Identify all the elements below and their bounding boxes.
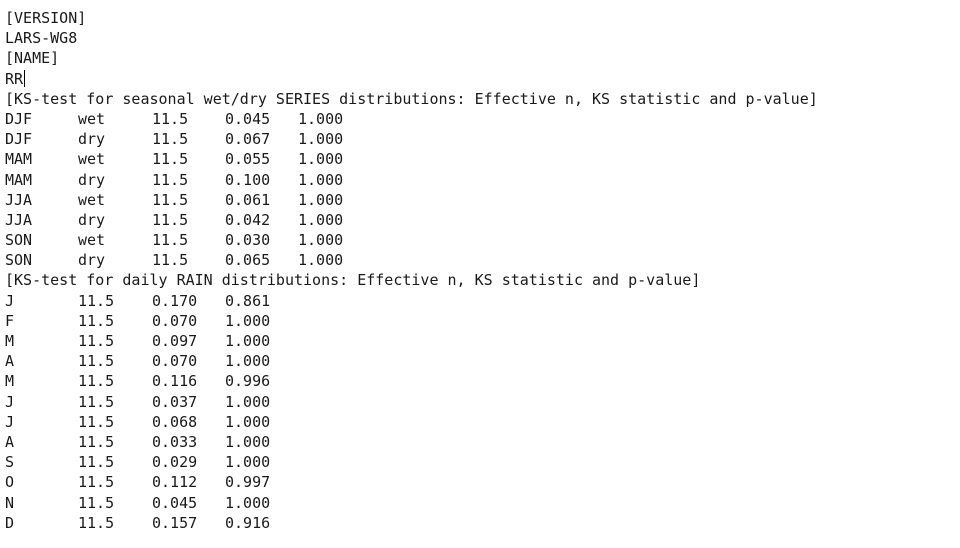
- seasonal-row: [5, 149, 955, 169]
- season-cell: JJA: [5, 190, 33, 209]
- season-cell: DJF: [5, 130, 33, 149]
- p-value-cell: 1.000: [225, 453, 271, 472]
- season-cell: SON: [5, 251, 33, 270]
- month-cell: J: [5, 291, 15, 310]
- season-cell: JJA: [5, 210, 33, 229]
- ks-statistic-cell: 0.029: [152, 453, 198, 472]
- season-cell: DJF: [5, 109, 33, 128]
- p-value-cell: 1.000: [225, 311, 271, 330]
- p-value-cell: 0.861: [225, 291, 271, 310]
- state-cell: dry: [78, 251, 106, 270]
- state-cell: dry: [78, 170, 106, 189]
- state-cell: dry: [78, 130, 106, 149]
- text-content-area[interactable]: [5, 8, 955, 533]
- monthly-heading-line: [KS-test for daily RAIN distributions: Effective n, KS statistic and p-value]: [5, 271, 701, 290]
- version-value-line: LARS-WG8: [5, 29, 78, 48]
- p-value-cell: 1.000: [298, 109, 344, 128]
- seasonal-row: [5, 250, 955, 270]
- monthly-row: [5, 472, 955, 492]
- p-value-cell: 1.000: [298, 170, 344, 189]
- season-cell: SON: [5, 231, 33, 250]
- p-value-cell: 1.000: [225, 332, 271, 350]
- ks-statistic-cell: 0.045: [152, 493, 198, 512]
- effective-n-cell: 11.5: [78, 291, 115, 310]
- effective-n-cell: 11.5: [78, 432, 115, 451]
- seasonal-ks-table: [5, 109, 955, 271]
- state-cell: wet: [78, 190, 106, 209]
- p-value-cell: 0.916: [225, 513, 271, 532]
- month-cell: O: [5, 473, 15, 492]
- p-value-cell: 1.000: [298, 210, 344, 229]
- month-cell: A: [5, 432, 15, 451]
- effective-n-cell: 11.5: [78, 493, 115, 512]
- seasonal-row: [5, 210, 955, 230]
- effective-n-cell: 11.5: [78, 352, 115, 371]
- month-cell: J: [5, 412, 15, 431]
- effective-n-cell: 11.5: [152, 190, 189, 209]
- monthly-row: [5, 331, 955, 351]
- ks-statistic-cell: 0.112: [152, 473, 198, 492]
- ks-statistic-cell: 0.100: [225, 170, 271, 189]
- month-cell: A: [5, 352, 15, 371]
- p-value-cell: 1.000: [298, 130, 344, 149]
- seasonal-row: [5, 129, 955, 149]
- ks-statistic-cell: 0.045: [225, 109, 271, 128]
- season-cell: MAM: [5, 150, 33, 169]
- ks-statistic-cell: 0.170: [152, 291, 198, 310]
- p-value-cell: 0.997: [225, 473, 271, 492]
- text-cursor: [24, 70, 25, 87]
- effective-n-cell: 11.5: [78, 513, 115, 532]
- ks-statistic-cell: 0.157: [152, 513, 198, 532]
- monthly-row: [5, 432, 955, 452]
- effective-n-cell: 11.5: [78, 392, 115, 411]
- monthly-row: [5, 452, 955, 472]
- ks-statistic-cell: 0.065: [225, 251, 271, 270]
- ks-statistic-cell: 0.070: [152, 311, 198, 330]
- state-cell: wet: [78, 109, 106, 128]
- ks-statistic-cell: 0.033: [152, 432, 198, 451]
- ks-statistic-cell: 0.061: [225, 190, 271, 209]
- effective-n-cell: 11.5: [78, 332, 115, 350]
- monthly-row: [5, 493, 955, 513]
- monthly-row: [5, 351, 955, 371]
- name-value-line: [5, 69, 955, 89]
- ks-statistic-cell: 0.068: [152, 412, 198, 431]
- seasonal-heading-line: [KS-test for seasonal wet/dry SERIES distributions: Effective n, KS statistic and p-value]: [5, 89, 818, 108]
- month-cell: M: [5, 372, 15, 391]
- state-cell: wet: [78, 150, 106, 169]
- p-value-cell: 1.000: [225, 392, 271, 411]
- ks-statistic-cell: 0.067: [225, 130, 271, 149]
- effective-n-cell: 11.5: [78, 311, 115, 330]
- version-tag-line: [VERSION]: [5, 9, 87, 27]
- ks-statistic-cell: 0.055: [225, 150, 271, 169]
- p-value-cell: 1.000: [225, 432, 271, 451]
- month-cell: N: [5, 493, 15, 512]
- effective-n-cell: 11.5: [78, 473, 115, 492]
- ks-statistic-cell: 0.116: [152, 372, 198, 391]
- month-cell: M: [5, 332, 15, 350]
- name-value-text: RR: [5, 69, 24, 88]
- effective-n-cell: 11.5: [152, 109, 189, 128]
- ks-statistic-cell: 0.037: [152, 392, 198, 411]
- seasonal-row: [5, 230, 955, 250]
- ks-statistic-cell: 0.030: [225, 231, 271, 250]
- month-cell: J: [5, 392, 15, 411]
- month-cell: F: [5, 311, 15, 330]
- p-value-cell: 1.000: [298, 231, 344, 250]
- p-value-cell: 1.000: [298, 190, 344, 209]
- effective-n-cell: 11.5: [152, 150, 189, 169]
- p-value-cell: 0.996: [225, 372, 271, 391]
- p-value-cell: 1.000: [298, 150, 344, 169]
- p-value-cell: 1.000: [225, 412, 271, 431]
- month-cell: D: [5, 513, 15, 532]
- ks-statistic-cell: 0.042: [225, 210, 271, 229]
- state-cell: dry: [78, 210, 106, 229]
- season-cell: MAM: [5, 170, 33, 189]
- ks-statistic-cell: 0.070: [152, 352, 198, 371]
- seasonal-row: [5, 109, 955, 129]
- month-cell: S: [5, 453, 15, 472]
- monthly-row: [5, 392, 955, 412]
- seasonal-row: [5, 170, 955, 190]
- monthly-row: [5, 311, 955, 331]
- effective-n-cell: 11.5: [152, 251, 189, 270]
- effective-n-cell: 11.5: [78, 412, 115, 431]
- effective-n-cell: 11.5: [78, 372, 115, 391]
- monthly-row: [5, 513, 955, 533]
- state-cell: wet: [78, 231, 106, 250]
- name-tag-line: [NAME]: [5, 49, 60, 68]
- effective-n-cell: 11.5: [152, 130, 189, 149]
- p-value-cell: 1.000: [225, 352, 271, 371]
- effective-n-cell: 11.5: [152, 170, 189, 189]
- p-value-cell: 1.000: [225, 493, 271, 512]
- monthly-row: [5, 371, 955, 391]
- effective-n-cell: 11.5: [152, 210, 189, 229]
- monthly-ks-table: [5, 291, 955, 533]
- seasonal-row: [5, 190, 955, 210]
- effective-n-cell: 11.5: [78, 453, 115, 472]
- monthly-row: [5, 291, 955, 311]
- p-value-cell: 1.000: [298, 251, 344, 270]
- ks-statistic-cell: 0.097: [152, 332, 198, 350]
- effective-n-cell: 11.5: [152, 231, 189, 250]
- monthly-row: [5, 412, 955, 432]
